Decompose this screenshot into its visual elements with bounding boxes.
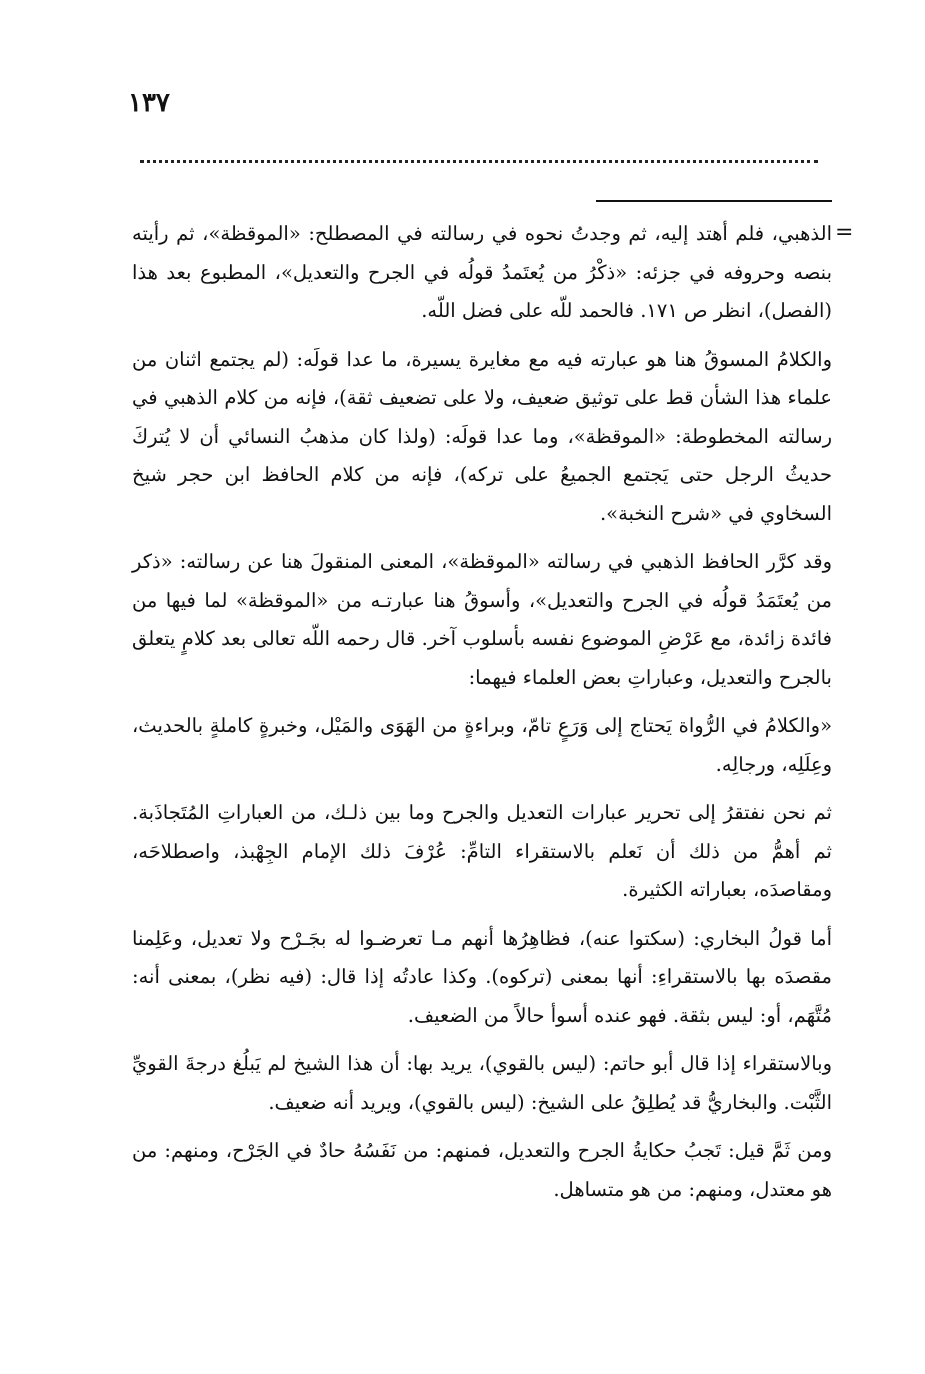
paragraph-6: أما قولُ البخاري: (سكتوا عنه)، فظاهِرُها أنهم مـا تعرضـوا له بجَـرْح ولا تعديل، وعَلِمنا مقصدَه بها بالاستقراءِ: أنها بمعنى (تركوه). وكذا عادتُه إذا قال: (فيه نظر)، بمعنى أنه: مُتَّهَم، أو: ليس بثقة. فهو عنده أسوأ حالاً من الضعيف.	[132, 926, 832, 1027]
paragraph-7: وبالاستقراء إذا قال أبو حاتم: (ليس بالقوي)، يريد بها: أن هذا الشيخ لم يَبلُغ درجةَ القويِّ الثَّبْت. والبخاريُّ قد يُطلِقُ على الشيخ: (ليس بالقوي)، ويريد أنه ضعيف.	[132, 1052, 832, 1114]
paragraph-3: وقد كرَّر الحافظ الذهبي في رسالته «الموقظة»، المعنى المنقولَ هنا عن رسالته: «ذكر من يُعتَمَدُ قولُه في الجرح والتعديل»، وأسوقُ هنا عبارتـه من «الموقظة» لما فيها من فائدة زائدة، مع عَرْضِ الموضوع نفسه بأسلوب آخر. قال رحمه اللّه تعالى بعد كلامٍ يتعلق بالجرح والتعديل، وعباراتِ بعض العلماء فيهما:	[132, 550, 832, 689]
page-number: ١٣٧	[128, 88, 170, 118]
paragraph-5: ثم نحن نفتقرُ إلى تحرير عبارات التعديل والجرح وما بين ذلـك، من العباراتِ المُتَجاذَبة. ثم أهمُّ من ذلك أن نَعلم بالاستقراء التامِّ: عُرْفَ ذلك الإمام الجِهْبذ، واصطلاحَه، ومقاصدَه، بعباراته الكثيرة.	[132, 801, 832, 901]
paragraph-4-quote: «والكلامُ في الرُّواة يَحتاج إلى وَرَعٍ تامّ، وبراءةٍ من الهَوَى والمَيْل، وخبرةٍ كاملةٍ بالحديث، وعِلَلِه، ورجالِه.	[132, 714, 832, 776]
footnote-text-body	[132, 215, 832, 1219]
footnote-rule	[596, 200, 832, 202]
paragraph-1: الذهبي، فلم أهتد إليه، ثم وجدتُ نحوه في رسالته في المصطلح: «الموقظة»، ثم رأيته بنصه وحروفه في جزئه: «ذكْرُ من يُعتَمدُ قولُه في الجرح والتعديل»، المطبوع بعد هذا (الفصل)، انظر ص ١٧١. فالحمد للّه على فضل اللّه.	[132, 222, 832, 322]
paragraph-2: والكلامُ المسوقُ هنا هو عبارته فيه مع مغايرة يسيرة، ما عدا قولَه: (لم يجتمع اثنان من علماء هذا الشأن قط على توثيق ضعيف، ولا على تضعيف ثقة)، فإنه من كلام الذهبي في رسالته المخطوطة: «الموقظة»، وما عدا قولَه: (ولذا كان مذهبُ النسائي أن لا يُتركَ حديثُ الرجل حتى يَجتمع الجميعُ على تركه)، فإنه من كلام الحافظ ابن حجر شيخ السخاوي في «شرح النخبة».	[132, 347, 832, 525]
paragraph-8: ومن ثَمَّ قيل: تَجبُ حكايةُ الجرح والتعديل، فمنهم: من نَفَسُهُ حادٌ في الجَرْح، ومنهم: من هو معتدل، ومنهم: من هو متساهل.	[132, 1139, 832, 1201]
footnote-continuation-mark: =	[835, 220, 854, 245]
dotted-separator	[140, 160, 818, 163]
